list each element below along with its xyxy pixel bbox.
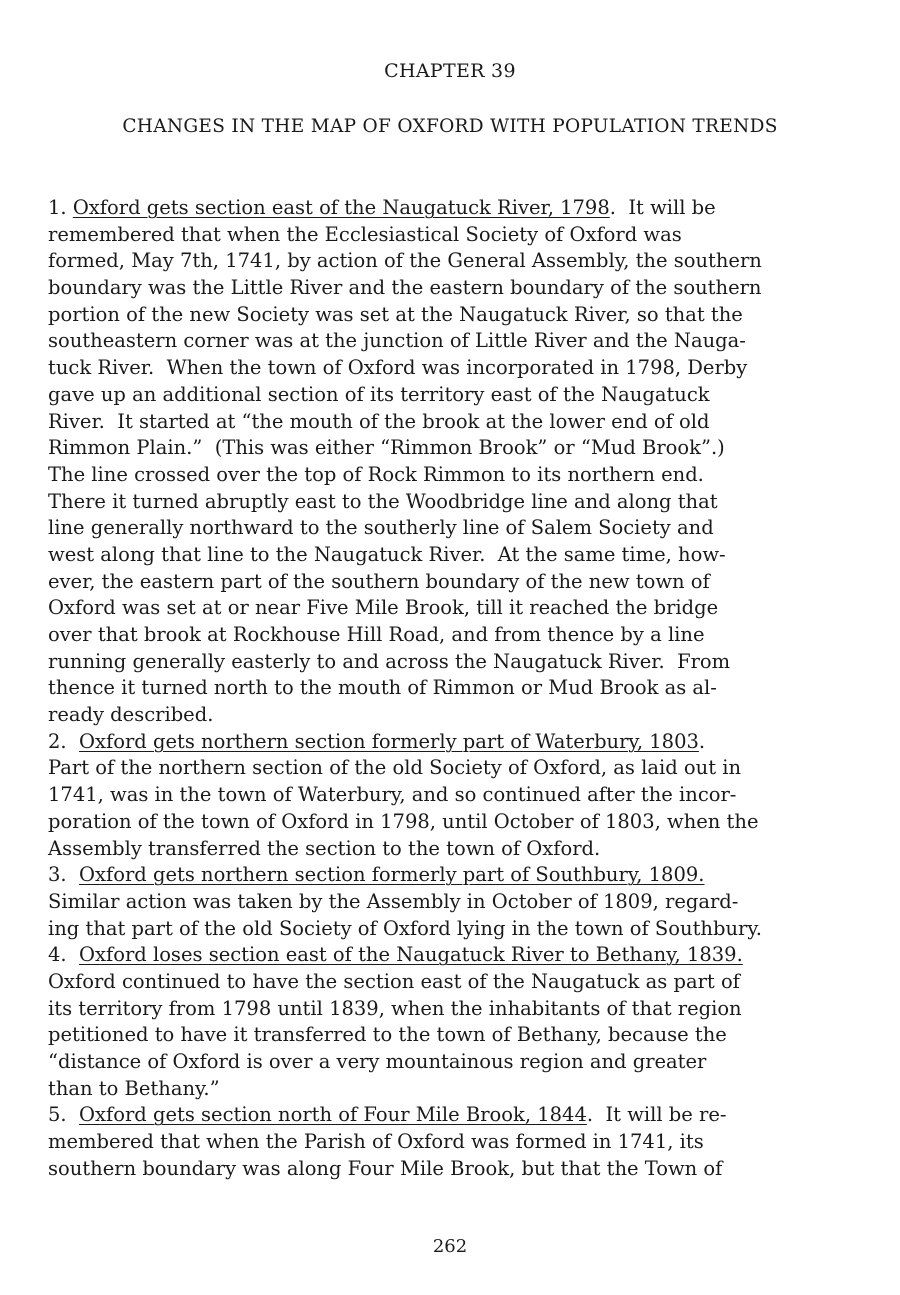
text-line xyxy=(48,1102,878,1129)
text-line xyxy=(48,328,878,355)
text-line xyxy=(48,649,878,676)
text-segment: ready described. xyxy=(48,703,214,727)
text-line xyxy=(48,515,878,542)
text-line xyxy=(48,1156,878,1183)
text-line xyxy=(48,809,878,836)
text-segment: portion of the new Society was set at the Naugatuck River, so that the xyxy=(48,302,743,326)
text-segment: membered that when the Parish of Oxford was formed in 1741, its xyxy=(48,1130,704,1154)
text-segment: Oxford was set at or near Five Mile Brook, till it reached the bridge xyxy=(48,596,719,620)
text-segment: over that brook at Rockhouse Hill Road, and from thence by a line xyxy=(48,623,705,646)
section-heading: Oxford gets northern section formerly part of Waterbury, 1803 xyxy=(79,729,699,753)
text-line xyxy=(48,1129,878,1156)
text-segment: southern boundary was along Four Mile Brook, but that the Town of xyxy=(48,1156,723,1180)
text-line xyxy=(48,675,878,702)
text-segment: . xyxy=(698,729,706,753)
text-segment: petitioned to have it transferred to the town of Bethany, because the xyxy=(48,1023,727,1047)
text-line xyxy=(48,916,878,943)
text-segment: Oxford continued to have the section east of the Naugatuck as part of xyxy=(48,969,740,993)
text-line xyxy=(48,409,878,436)
text-segment: formed, May 7th, 1741, by action of the General Assembly, the southern xyxy=(48,249,762,273)
text-segment: . It will be re- xyxy=(586,1103,727,1127)
text-segment: 3. xyxy=(48,863,80,887)
text-segment: line generally northward to the southerly line of Salem Society and xyxy=(48,516,714,540)
text-line xyxy=(48,382,878,409)
text-line xyxy=(48,1076,878,1103)
text-segment: Similar action was taken by the Assembly in October of 1809, regard- xyxy=(48,889,739,913)
text-segment: River. It started at “the mouth of the brook at the lower end of old xyxy=(48,409,710,433)
text-segment: The line crossed over the top of Rock Rimmon to its northern end. xyxy=(48,462,704,486)
text-segment: Assembly transferred the section to the town of Oxford. xyxy=(48,836,601,860)
text-line xyxy=(48,355,878,382)
text-line xyxy=(48,569,878,596)
text-line xyxy=(48,195,878,222)
text-line xyxy=(48,248,878,275)
text-segment: 5. xyxy=(48,1103,80,1127)
text-line xyxy=(48,462,878,489)
text-line xyxy=(48,1022,878,1049)
section-heading: Oxford loses section east of the Naugatuck River to Bethany, 1839. xyxy=(79,943,743,967)
text-line xyxy=(48,969,878,996)
section-heading: Oxford gets northern section formerly part of Southbury, 1809. xyxy=(79,863,705,887)
text-segment: ing that part of the old Society of Oxford lying in the town of Southbury. xyxy=(48,916,762,940)
text-line xyxy=(48,435,878,462)
text-line xyxy=(48,996,878,1023)
text-line xyxy=(48,542,878,569)
text-line xyxy=(48,836,878,863)
text-segment: Part of the northern section of the old Society of Oxford, as laid out in xyxy=(48,756,742,780)
text-segment: boundary was the Little River and the eastern boundary of the southern xyxy=(48,276,762,300)
text-line xyxy=(48,275,878,302)
text-segment: “distance of Oxford is over a very mountainous region and greater xyxy=(48,1050,707,1073)
text-line xyxy=(48,862,878,889)
text-segment: . It will be xyxy=(609,196,716,219)
text-line xyxy=(48,622,878,649)
chapter-title: CHANGES IN THE MAP OF OXFORD WITH POPULATION TRENDS xyxy=(122,116,778,137)
text-segment: 4. xyxy=(48,943,80,967)
text-segment: thence it turned north to the mouth of Rimmon or Mud Brook as al- xyxy=(48,676,717,700)
text-line xyxy=(48,222,878,249)
text-segment: running generally easterly to and across the Naugatuck River. From xyxy=(48,649,731,673)
text-segment: than to Bethany.” xyxy=(48,1076,220,1100)
text-line xyxy=(48,302,878,329)
text-segment: remembered that when the Ecclesiastical Society of Oxford was xyxy=(48,222,682,246)
text-line xyxy=(48,1049,878,1076)
text-line xyxy=(48,489,878,516)
text-segment: west along that line to the Naugatuck River. At the same time, how- xyxy=(48,542,726,566)
body-text xyxy=(48,195,878,1182)
text-line xyxy=(48,702,878,729)
chapter-heading: CHAPTER 39 xyxy=(384,60,516,82)
section-heading: Oxford gets section north of Four Mile Brook, 1844 xyxy=(79,1103,587,1127)
text-segment: 1741, was in the town of Waterbury, and so continued after the incor- xyxy=(48,783,737,807)
text-line xyxy=(48,595,878,622)
text-line xyxy=(48,729,878,756)
text-line xyxy=(48,755,878,782)
text-line xyxy=(48,889,878,916)
page-number: 262 xyxy=(432,1236,468,1257)
text-segment: There it turned abruptly east to the Woodbridge line and along that xyxy=(48,489,718,513)
section-heading: Oxford gets section east of the Naugatuck River, 1798 xyxy=(72,196,610,219)
text-segment: Rimmon Plain.” (This was either “Rimmon Brook” or “Mud Brook”.) xyxy=(48,436,725,460)
text-segment: its territory from 1798 until 1839, when the inhabitants of that region xyxy=(48,996,742,1020)
text-segment: gave up an additional section of its territory east of the Naugatuck xyxy=(48,382,710,406)
text-line xyxy=(48,942,878,969)
text-line xyxy=(48,782,878,809)
text-segment: southeastern corner was at the junction of Little River and the Nauga- xyxy=(48,329,746,353)
text-segment: ever, the eastern part of the southern boundary of the new town of xyxy=(48,569,710,593)
text-segment: 1. xyxy=(48,196,73,219)
text-segment: poration of the town of Oxford in 1798, until October of 1803, when the xyxy=(48,809,759,833)
text-segment: 2. xyxy=(48,729,80,753)
text-segment: tuck River. When the town of Oxford was incorporated in 1798, Derby xyxy=(48,356,748,380)
